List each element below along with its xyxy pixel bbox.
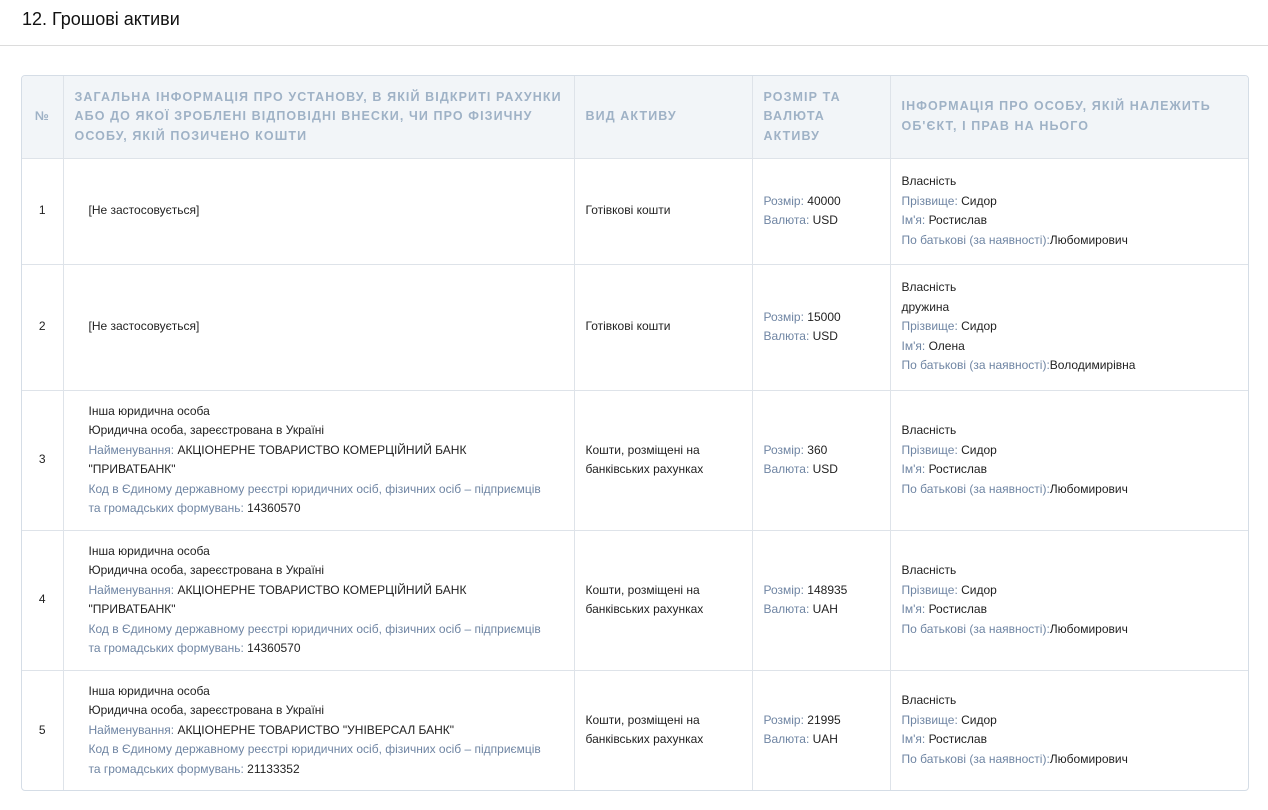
registry-code-label: Код в Єдиному державному реєстрі юридичних осіб, фізичних осіб – підприємців та громадських формувань:: [88, 481, 541, 515]
column-header-number: №: [22, 76, 63, 158]
patronymic-value: Любомирович: [1049, 232, 1128, 247]
table-row: [22, 670, 1248, 790]
currency-value: UAH: [812, 602, 838, 616]
size-label: Розмір:: [763, 193, 804, 208]
entity-type: Інша юридична особа: [88, 403, 210, 418]
currency-label: Валюта:: [763, 732, 810, 747]
table-row: [22, 158, 1248, 264]
size-value: 40000: [807, 193, 841, 208]
asset-type-cell: Кошти, розміщені на банківських рахунках: [574, 670, 752, 790]
surname-value: Сидор: [961, 442, 997, 457]
row-number: 1: [22, 158, 63, 264]
not-applicable-text: [Не застосовується]: [88, 319, 200, 334]
currency-label: Валюта:: [763, 462, 810, 476]
size-value: 15000: [807, 309, 841, 324]
first-name-value: Олена: [928, 338, 965, 353]
institution-cell: [63, 390, 574, 530]
surname-label: Прізвище:: [901, 582, 958, 597]
size-value: 21995: [807, 712, 841, 727]
registry-code-value: 14360570: [247, 641, 301, 655]
row-number: 4: [22, 530, 63, 670]
currency-value: USD: [812, 329, 838, 343]
amount-cell: [752, 530, 890, 670]
surname-label: Прізвище:: [901, 193, 958, 208]
amount-cell: [752, 390, 890, 530]
monetary-assets-table-wrapper: [21, 75, 1249, 791]
name-label: Найменування:: [88, 722, 175, 737]
registry-code-label: Код в Єдиному державному реєстрі юридичних осіб, фізичних осіб – підприємців та громадських формувань:: [88, 621, 541, 655]
right-type: Власність: [901, 693, 957, 708]
registration-info: Юридична особа, зареєстрована в Україні: [88, 563, 325, 577]
registration-info: Юридична особа, зареєстрована в Україні: [88, 703, 325, 717]
asset-type-cell: Готівкові кошти: [574, 158, 752, 264]
institution-cell: [63, 264, 574, 390]
owner-cell: [890, 264, 1248, 390]
size-label: Розмір:: [763, 309, 804, 324]
name-label: Найменування:: [88, 442, 175, 457]
institution-name: АКЦІОНЕРНЕ ТОВАРИСТВО КОМЕРЦІЙНИЙ БАНК "ПРИВАТБАНК": [88, 582, 467, 616]
size-value: 148935: [807, 582, 848, 597]
surname-label: Прізвище:: [901, 442, 958, 457]
first-name-value: Ростислав: [928, 602, 987, 616]
patronymic-label: По батькові (за наявності):: [901, 481, 1050, 496]
size-label: Розмір:: [763, 582, 804, 597]
currency-value: USD: [812, 213, 838, 227]
surname-value: Сидор: [961, 712, 997, 727]
right-type: Власність: [901, 563, 957, 577]
owner-cell: [890, 670, 1248, 790]
owner-cell: [890, 158, 1248, 264]
table-row: [22, 264, 1248, 390]
name-label: Найменування:: [88, 582, 175, 597]
section-header: [0, 0, 1268, 46]
asset-type-cell: Кошти, розміщені на банківських рахунках: [574, 390, 752, 530]
surname-value: Сидор: [961, 193, 997, 208]
surname-label: Прізвище:: [901, 712, 958, 727]
first-name-label: Ім'я:: [901, 338, 926, 353]
registration-info: Юридична особа, зареєстрована в Україні: [88, 423, 325, 437]
row-number: 3: [22, 390, 63, 530]
surname-label: Прізвище:: [901, 319, 958, 334]
surname-value: Сидор: [961, 319, 997, 334]
table-header-row: [22, 76, 1248, 158]
first-name-value: Ростислав: [928, 213, 987, 227]
right-type: Власність: [901, 280, 957, 295]
surname-value: Сидор: [961, 582, 997, 597]
registry-code-value: 21133352: [247, 761, 300, 776]
row-number: 2: [22, 264, 63, 390]
patronymic-value: Любомирович: [1049, 751, 1128, 766]
patronymic-label: По батькові (за наявності):: [901, 358, 1050, 373]
owner-cell: [890, 390, 1248, 530]
asset-type-cell: Готівкові кошти: [574, 264, 752, 390]
patronymic-value: Любомирович: [1049, 481, 1128, 496]
column-header-institution: ЗАГАЛЬНА ІНФОРМАЦІЯ ПРО УСТАНОВУ, В ЯКІЙ ВІДКРИТІ РАХУНКИ АБО ДО ЯКОЇ ЗРОБЛЕНІ ВІДПОВІДНІ ВНЕСКИ, ЧИ ПРО ФІЗИЧНУ ОСОБУ, ЯКІЙ ПОЗИЧЕНО КОШТИ: [63, 76, 574, 158]
registry-code-value: 14360570: [247, 501, 301, 515]
first-name-label: Ім'я:: [901, 462, 926, 476]
institution-cell: [63, 530, 574, 670]
amount-cell: [752, 158, 890, 264]
section-title: 12. Грошові активи: [22, 9, 180, 29]
first-name-label: Ім'я:: [901, 602, 926, 616]
institution-cell: [63, 670, 574, 790]
row-number: 5: [22, 670, 63, 790]
table-row: [22, 390, 1248, 530]
column-header-amount: РОЗМІР ТА ВАЛЮТА АКТИВУ: [752, 76, 890, 158]
column-header-asset-type: ВИД АКТИВУ: [574, 76, 752, 158]
patronymic-label: По батькові (за наявності):: [901, 621, 1050, 636]
patronymic-label: По батькові (за наявності):: [901, 751, 1050, 766]
column-header-owner: ІНФОРМАЦІЯ ПРО ОСОБУ, ЯКІЙ НАЛЕЖИТЬ ОБ'ЄКТ, І ПРАВ НА НЬОГО: [890, 76, 1248, 158]
first-name-label: Ім'я:: [901, 213, 926, 227]
currency-value: UAH: [812, 732, 838, 747]
table-row: [22, 530, 1248, 670]
institution-name: АКЦІОНЕРНЕ ТОВАРИСТВО КОМЕРЦІЙНИЙ БАНК "ПРИВАТБАНК": [88, 442, 467, 476]
monetary-assets-table: [22, 76, 1248, 790]
first-name-value: Ростислав: [928, 732, 987, 747]
first-name-value: Ростислав: [928, 462, 987, 476]
asset-type-cell: Кошти, розміщені на банківських рахунках: [574, 530, 752, 670]
first-name-label: Ім'я:: [901, 732, 926, 747]
size-label: Розмір:: [763, 442, 804, 457]
owner-cell: [890, 530, 1248, 670]
right-type: Власність: [901, 423, 957, 437]
not-applicable-text: [Не застосовується]: [88, 203, 200, 218]
patronymic-value: Любомирович: [1049, 621, 1128, 636]
size-value: 360: [807, 442, 828, 457]
currency-label: Валюта:: [763, 213, 810, 227]
patronymic-value: Володимирівна: [1049, 358, 1136, 373]
right-type: Власність: [901, 174, 957, 188]
registry-code-label: Код в Єдиному державному реєстрі юридичних осіб, фізичних осіб – підприємців та громадських формувань:: [88, 742, 541, 776]
institution-cell: [63, 158, 574, 264]
entity-type: Інша юридична особа: [88, 543, 210, 558]
amount-cell: [752, 264, 890, 390]
amount-cell: [752, 670, 890, 790]
currency-value: USD: [812, 462, 838, 476]
currency-label: Валюта:: [763, 329, 810, 343]
entity-type: Інша юридична особа: [88, 683, 210, 698]
institution-name: АКЦІОНЕРНЕ ТОВАРИСТВО "УНІВЕРСАЛ БАНК": [177, 722, 455, 737]
relation: дружина: [901, 299, 950, 314]
size-label: Розмір:: [763, 712, 804, 727]
currency-label: Валюта:: [763, 602, 810, 616]
patronymic-label: По батькові (за наявності):: [901, 232, 1050, 247]
